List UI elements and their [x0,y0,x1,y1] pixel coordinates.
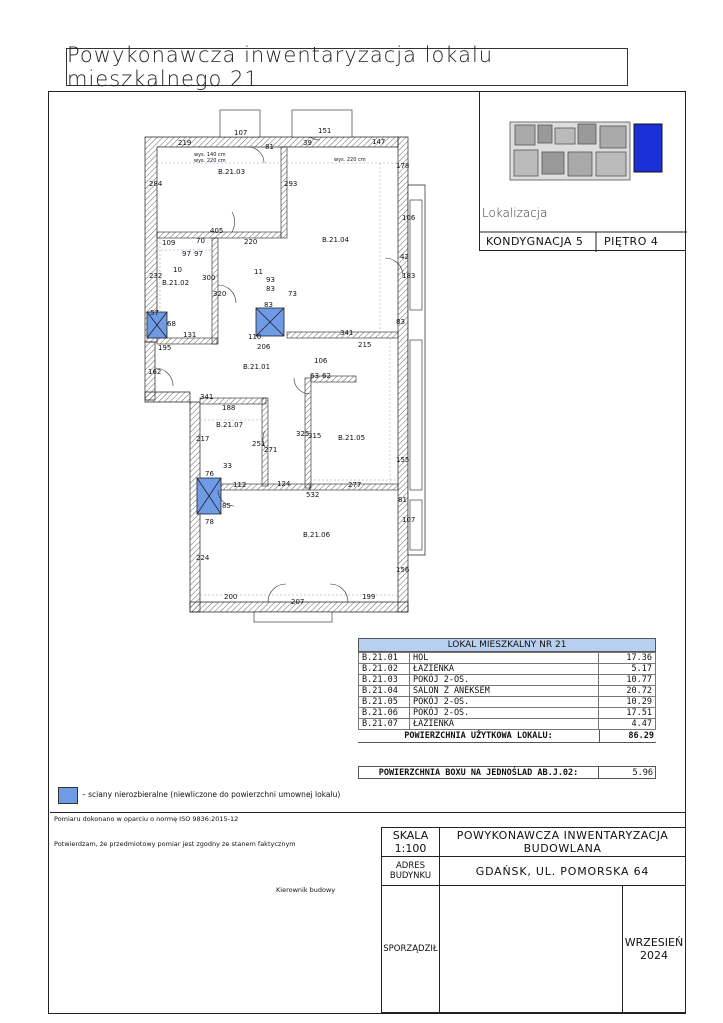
dim-label: 106 [314,357,328,365]
area-row [359,664,656,675]
box-area-value: 5.96 [598,767,655,778]
room-code: B.21.02 [359,664,410,675]
dim-label: 83 [266,285,275,293]
dim-label: 83 [264,301,273,309]
dim-label: 97 [194,250,203,258]
location-map [480,92,687,252]
window-note: wys. 220 cm [334,157,366,163]
date-cell: WRZESIEŃ 2024 [622,886,685,1012]
room-area: 5.17 [599,664,656,675]
signature-cell [439,885,686,1013]
manager-label: Kierownik budowy [276,886,336,894]
address-label: ADRES BUDYNKU [381,856,440,886]
room-area: 10.77 [599,675,656,686]
dim-label: 33 [223,462,232,470]
dim-label: 183 [402,272,416,280]
location-panel [479,91,686,251]
room-label-02: B.21.02 [162,279,190,287]
dim-label: 405 [210,227,224,235]
box-area-label: POWIERZCHNIA BOXU NA JEDNOŚLAD AB.J.02: [378,768,579,778]
room-code: B.21.03 [359,675,410,686]
dim-label: 220 [244,238,258,246]
room-name: ŁAZIENKA [410,664,599,675]
dim-label: 106 [402,214,416,222]
dim-label: 147 [372,138,386,146]
doc-title-cell: POWYKONAWCZA INWENTARYZACJA BUDOWLANA [439,827,686,857]
window-note: wys. 140 cm [194,152,226,158]
dim-label: 341 [200,393,214,401]
dim-label: 156 [396,566,410,574]
dim-label: 85 [222,502,231,510]
dim-label: 78 [205,518,214,526]
dim-label: 284 [149,180,163,188]
dim-label: 107 [234,129,248,137]
room-code: B.21.05 [359,697,410,708]
dim-label: 341 [340,329,354,337]
dim-label: 206 [257,343,271,351]
dim-label: 63 [310,372,319,380]
highlighted-unit [634,124,662,172]
room-area: 4.47 [599,719,656,730]
location-label: Lokalizacja [482,206,548,220]
room-label-04: B.21.04 [322,236,350,244]
area-row [359,686,656,697]
prepared-by-cell [381,885,440,1013]
dim-label: 271 [264,446,278,454]
box-area-row [358,766,656,779]
dim-label: 320 [213,290,227,298]
room-code: B.21.06 [359,708,410,719]
area-total-value: 86.29 [599,730,656,742]
floor-level: KONDYGNACJA 5 [486,235,584,248]
dim-label: 62 [322,372,331,380]
dim-label: 81 [398,496,407,504]
dim-label: 199 [362,593,376,601]
dim-label: 200 [224,593,238,601]
dim-label: 68 [167,320,176,328]
room-code: B.21.04 [359,686,410,697]
dim-label: 325 [296,430,310,438]
dim-label: 224 [196,554,210,562]
room-area: 10.29 [599,697,656,708]
room-area: 17.51 [599,708,656,719]
room-code: B.21.01 [359,653,410,664]
area-row [359,697,656,708]
room-label-03: B.21.03 [218,168,246,176]
room-label-05: B.21.05 [338,434,366,442]
page-title: Powykonawcza inwentaryzacja lokalu mieszkalnego 21 [66,48,628,86]
area-table-header: LOKAL MIESZKALNY NR 21 [358,638,656,652]
dim-label: 162 [148,368,162,376]
dim-label: 188 [222,404,236,412]
dim-label: 151 [318,127,332,135]
floor-name: PIĘTRO 4 [604,235,659,248]
legend-text: – sciany nierozbieralne (niewliczone do powierzchni umownej lokalu) [82,790,341,799]
dim-label: 300 [202,274,216,282]
dim-label: 107 [402,516,416,524]
dim-label: 178 [396,162,410,170]
room-code: B.21.07 [359,719,410,730]
dim-label: 73 [288,290,297,298]
room-name: ŁAZIENKA [410,719,599,730]
window-note: wys. 220 cm [194,158,226,164]
room-name: POKÓJ 2-OS. [410,697,599,708]
dim-label: 93 [266,276,275,284]
area-row [359,719,656,730]
prepared-by-label: SPORZĄDZIŁ [383,944,438,954]
area-table [358,638,656,743]
dim-label: 315 [308,432,322,440]
dim-label: 83 [396,318,405,326]
dim-label: 215 [358,341,372,349]
room-area: 17.36 [599,653,656,664]
divider [50,812,686,813]
dim-label: 217 [196,435,210,443]
dim-label: 277 [348,481,362,489]
dim-label: 124 [277,480,291,488]
area-total-label: POWIERZCHNIA UŻYTKOWA LOKALU: [404,731,553,741]
scale-cell [381,827,440,857]
dim-label: 251 [252,440,266,448]
room-label-07: B.21.07 [216,421,244,429]
dim-label: 39 [303,139,312,147]
dim-label: 219 [178,139,192,147]
room-area: 20.72 [599,686,656,697]
dim-label: 97 [182,250,191,258]
dim-label: 11 [254,268,263,276]
scale-label: SKALA [392,829,429,842]
dim-label: 109 [162,239,176,247]
room-name: SALON Z ANEKSEM [410,686,599,697]
dim-label: 232 [149,272,163,280]
dim-label: 207 [291,598,305,606]
confirmation-note: Potwierdzam, że przedmiotowy pomiar jest zgodny ze stanem faktycznym [54,840,296,848]
dim-label: 195 [158,344,172,352]
dim-label: 42 [400,253,409,261]
dim-label: 110 [248,333,262,341]
dim-label: 112 [233,481,247,489]
area-row [359,653,656,664]
measurement-note: Pomiaru dokonano w oparciu o normę ISO 9836:2015-12 [54,815,239,823]
scale-value: 1:100 [394,842,427,855]
area-row [359,708,656,719]
dim-label: 76 [205,470,214,478]
dim-label: 131 [183,331,197,339]
dim-label: 57 [150,309,159,317]
dim-label: 155 [396,456,410,464]
room-name: POKÓJ 2-OS. [410,708,599,719]
dim-label: 10 [173,266,182,274]
room-name: HOL [410,653,599,664]
legend-swatch [58,787,78,804]
room-name: POKÓJ 2-OS. [410,675,599,686]
dim-label: 293 [284,180,298,188]
dim-label: 70 [196,237,205,245]
dim-label: 81 [265,143,274,151]
address-value: GDAŃSK, UL. POMORSKA 64 [439,856,686,886]
dim-label: 532 [306,491,320,499]
area-row [359,675,656,686]
room-label-06: B.21.06 [303,531,331,539]
room-label-01: B.21.01 [243,363,271,371]
